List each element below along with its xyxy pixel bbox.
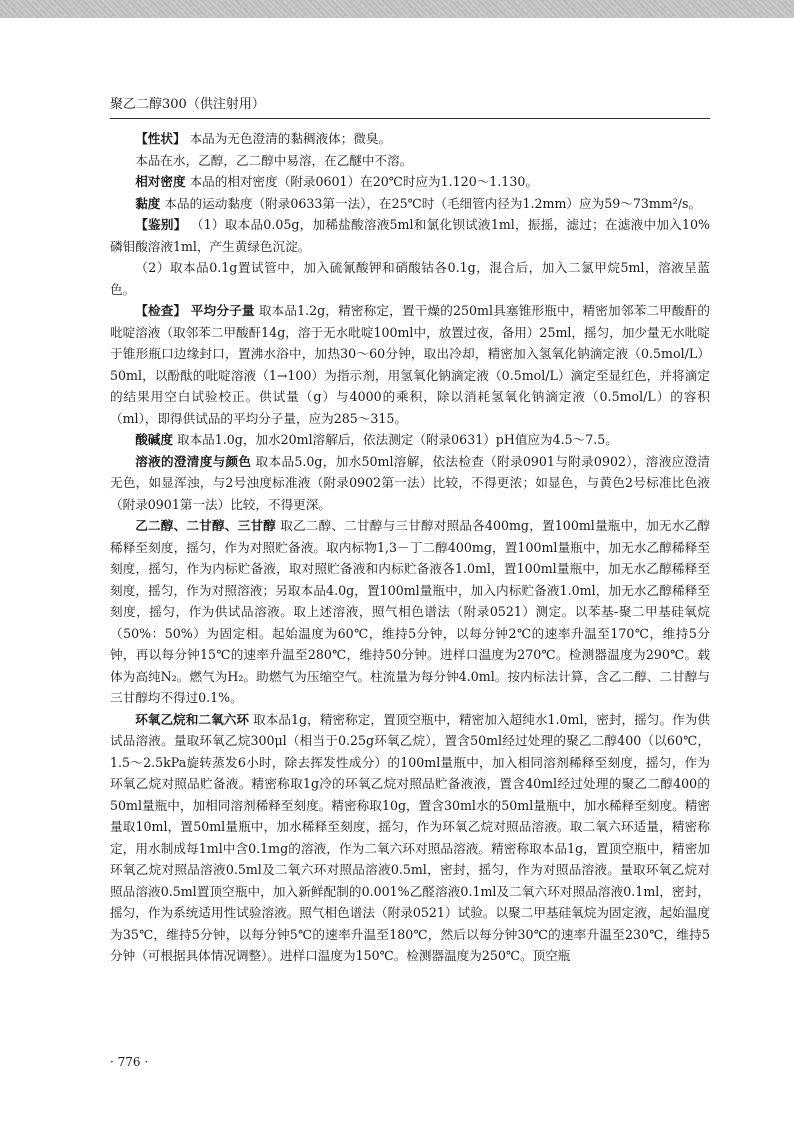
paragraph-average-molecular-weight: [110, 300, 710, 429]
paragraph-text: 本品为无色澄清的黏稠液体；微臭。: [189, 131, 392, 146]
paragraph-text: 本品在水，乙醇，乙二醇中易溶，在乙醚中不溶。: [135, 152, 413, 168]
section-label: 黏度: [135, 195, 161, 211]
paragraph-text: 取本品1.0g，加水20ml溶解后，依法测定（附录0631）pH值应为4.5～7.5。: [176, 432, 618, 447]
scan-top-band: [0, 0, 794, 18]
paragraph-properties: [110, 128, 710, 150]
paragraph-viscosity: [110, 193, 710, 215]
running-header: [110, 97, 710, 113]
paragraph-text: 取本品5.0g，加水50ml溶解，依法检查（附录0901与附录0902），溶液应澄清无色，如显浑浊，与2号浊度标准液（附录0902第一法）比较，不得更浓；如显色，与黄色2号标准比色液（附录0901第一法）比较，不得更深。: [110, 453, 711, 512]
paragraph-text: 本品的运动黏度（附录0633第一法），在25℃时（毛细管内径为1.2mm）应为59～73mm²/s。: [164, 195, 702, 211]
section-label: 溶液的澄清度与颜色: [135, 453, 252, 469]
paragraph-clarity-color: [110, 451, 710, 516]
paragraph-text: 取本品1.2g，精密称定，置干燥的250ml具塞锥形瓶中，精密加邻苯二甲酸酐的吡啶溶液（取邻苯二甲酸酐14g，溶于无水吡啶100ml中，放置过夜，备用）25ml，摇匀，加少量无水吡啶于锥形瓶口边缘封口，置沸水浴中，加热30～60分钟，取出冷却，精密加入氢氧化钠滴定液（0.5mol/L）50ml，以酚酞的吡啶溶液（1→100）为指示剂，用氢氧化钠滴定液（0.5mol/L）滴定至显红色，并将滴定的结果用空白试验校正。供试量（g）与4000的乘积，除以消耗氢氧化钠滴定液（0.5mol/L）的容积（ml），即得供试品的平均分子量，应为285～315。: [110, 303, 710, 426]
section-label: 乙二醇、二甘醇、三甘醇: [135, 518, 276, 533]
paragraph-ethylene-oxide-dioxane: [110, 709, 710, 967]
section-label: 相对密度: [135, 174, 186, 189]
section-label: 环氧乙烷和二氧六环: [135, 711, 250, 727]
running-header-title: 聚乙二醇300（供注射用）: [110, 97, 265, 112]
paragraph-relative-density: [110, 171, 710, 193]
header-rule: [110, 118, 710, 119]
section-label: 【检查】 平均分子量: [135, 303, 255, 318]
paragraph-text: （1）取本品0.05g，加稀盐酸溶液5ml和氯化钡试液1ml，振摇，滤过；在滤液中加入10%磷钼酸溶液1ml，产生黄绿色沉淀。: [110, 217, 711, 254]
paragraph-text: （2）取本品0.1g置试管中，加入硫氰酸钾和硝酸钴各0.1g，混合后，加入二氯甲烷5ml，溶液呈蓝色。: [110, 260, 710, 297]
page-body: [110, 128, 710, 967]
section-label: 酸碱度: [135, 432, 173, 447]
section-label: 【鉴别】: [135, 217, 187, 232]
paragraph-identification-1: [110, 214, 710, 257]
paragraph-text: 本品的相对密度（附录0601）在20℃时应为1.120～1.130。: [189, 174, 538, 189]
page-number: · 776 ·: [110, 1055, 149, 1069]
paragraph-text: 取乙二醇、二甘醇与三甘醇对照品各400mg，置100ml量瓶中，加无水乙醇稀释至刻度，摇匀，作为对照贮备液。取内标物1,3－丁二醇400mg，置100ml量瓶中，加无水乙醇稀释至刻度，摇匀，作为内标贮备液，取对照贮备液和内标贮备液各1.0ml，置100ml量瓶中，加无水乙醇稀释至刻度，摇匀，作为对照溶液；另取本品4.0g，置100ml量瓶中，加入内标贮备液1.0ml，加无水乙醇稀释至刻度，摇匀，作为供试品溶液。取上述溶液，照气相色谱法（附录0521）测定。以苯基-聚二甲基硅氧烷（50%：50%）为固定相。起始温度为60℃，维持5分钟，以每分钟2℃的速率升温至170℃，维持5分钟，再以每分钟15℃的速率升温至280℃，维持50分钟。进样口温度为270℃。检测器温度为290℃。载体为高纯N₂。燃气为H₂。助燃气为压缩空气。柱流量为每分钟4.0ml。按内标法计算，含乙二醇、二甘醇与三甘醇均不得过0.1%。: [110, 518, 710, 705]
paragraph-acidity: [110, 429, 710, 451]
paragraph-solubility: [110, 150, 710, 172]
paragraph-identification-2: [110, 257, 710, 300]
paragraph-glycols: [110, 515, 710, 709]
section-label: 【性状】: [135, 131, 186, 146]
paragraph-text: 取本品1g，精密称定，置顶空瓶中，精密加入超纯水1.0ml，密封，摇匀。作为供试品溶液。量取环氧乙烷300μl（相当于0.25g环氧乙烷），置含50ml经过处理的聚乙二醇400（以60℃，1.5～2.5kPa旋转蒸发6小时，除去挥发性成分）的100ml量瓶中，加入相同溶剂稀释至刻度，摇匀，作为环氧乙烷对照品贮备液。精密称取1g冷的环氧乙烷对照品贮备液液，置含40ml经过处理的聚乙二醇400的50ml量瓶中，加相同溶剂稀释至刻度。精密称取10g，置含30ml水的50ml量瓶中，加水稀释至刻度。精密量取10ml，置50ml量瓶中，加水稀释至刻度，摇匀，作为环氧乙烷对照品溶液。取二氧六环适量，精密称定，用水制成每1ml中含0.1mg的溶液，作为二氧六环对照品溶液。精密称取本品1g，置顶空瓶中，精密加环氧乙烷对照品溶液0.5ml及二氧六环对照品溶液0.5ml，密封，摇匀，作为对照品溶液。量取环氧乙烷对照品溶液0.5ml置顶空瓶中，加入新鲜配制的0.001%乙醛溶液0.1ml及二氧六环对照品溶液0.1ml，密封，摇匀，作为系统适用性试验溶液。照气相色谱法（附录0521）试验。以聚二甲基硅氧烷为固定液，起始温度为35℃，维持5分钟，以每分钟5℃的速率升温至180℃，然后以每分钟30℃的速率升温至230℃，维持5分钟（可根据具体情况调整）。进样口温度为150℃。检测器温度为250℃。顶空瓶: [110, 711, 710, 963]
